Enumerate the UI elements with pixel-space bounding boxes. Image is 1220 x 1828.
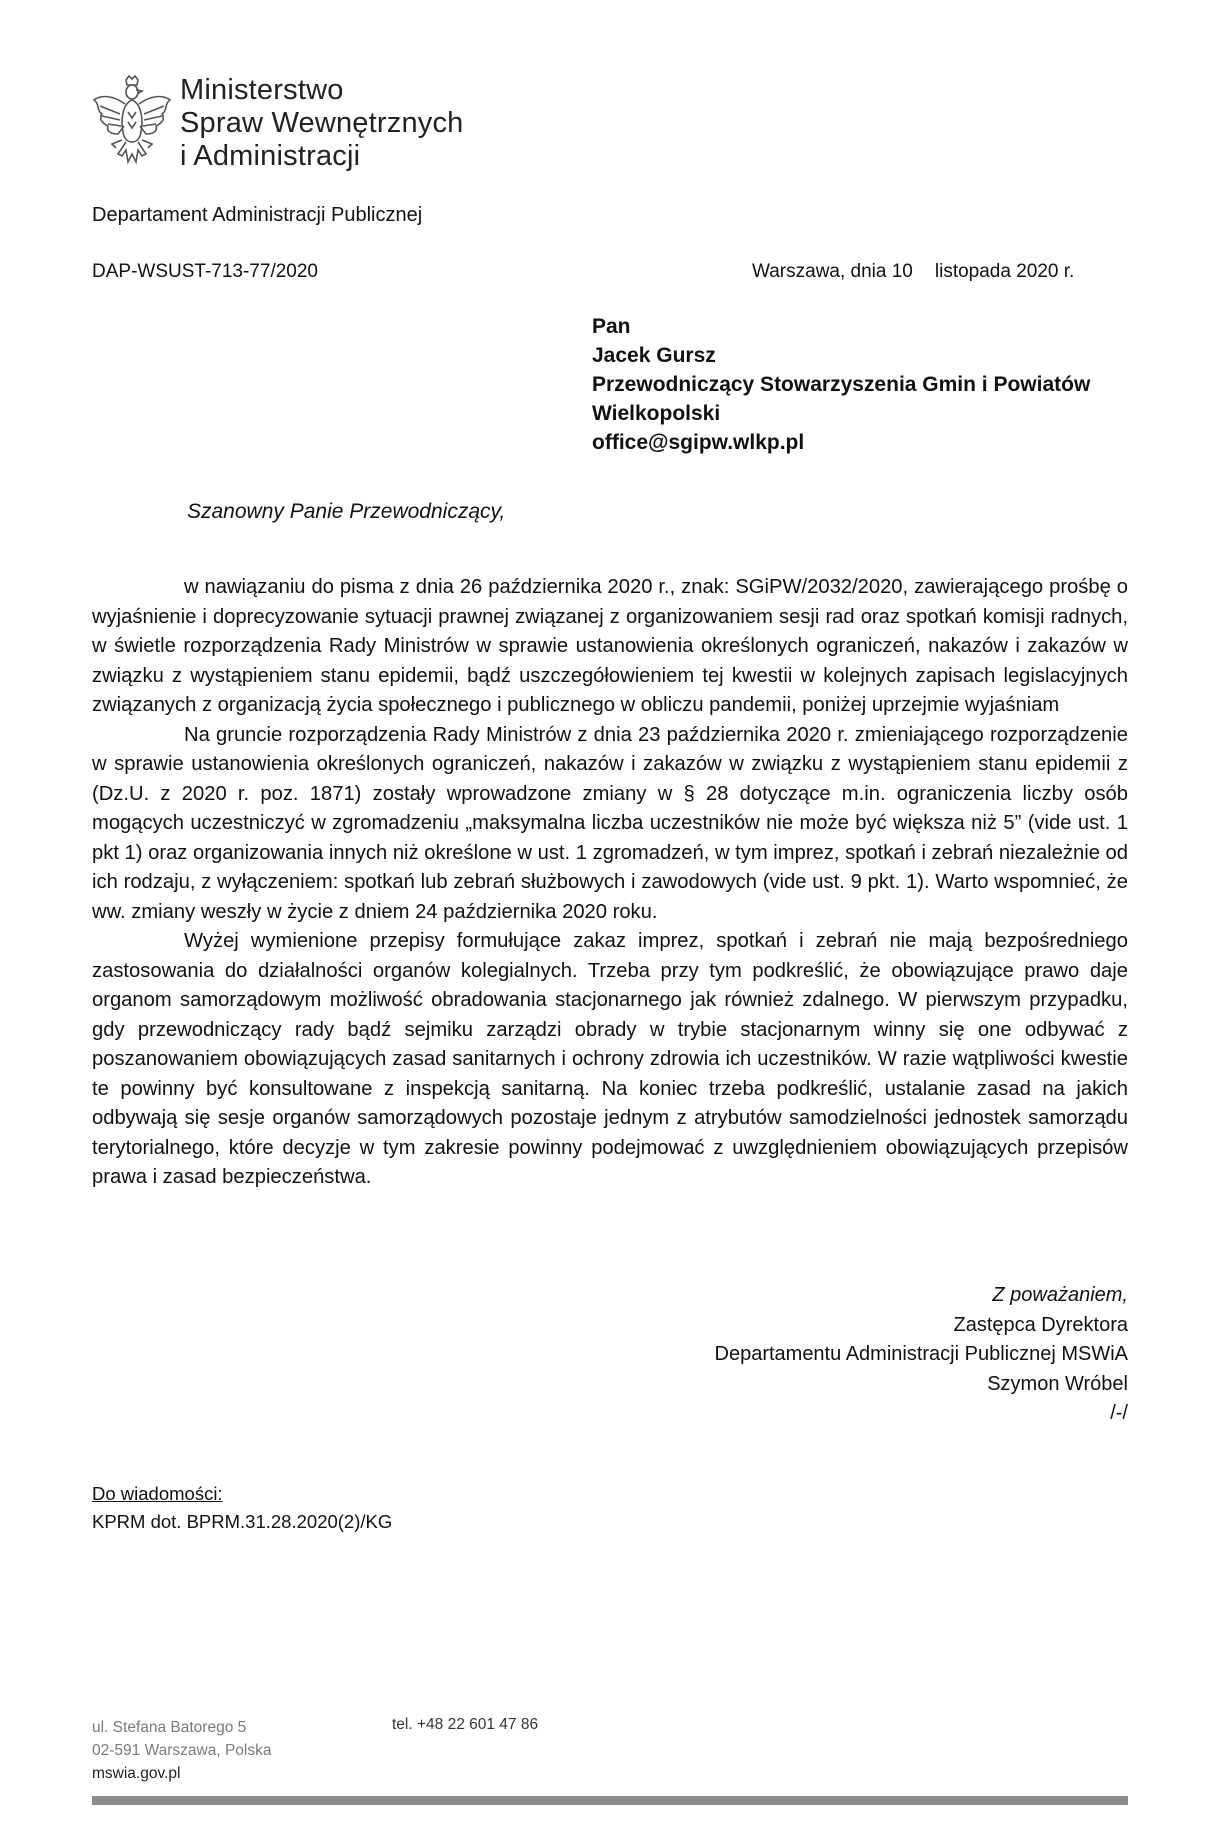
closing-greeting: Z poważaniem, — [992, 1284, 1128, 1306]
addressee-position: Przewodniczący Stowarzyszenia Gmin i Powiatów — [592, 373, 1091, 396]
body-paragraph-2: Na gruncie rozporządzenia Rady Ministrów z dnia 23 października 2020 r. zmieniającego rozporządzenie w sprawie ustanowienia określonych ograniczeń, nakazów i zakazów w związku z wystąpieniem stanu epidemii z (Dz.U. z 2020 r. poz. 1871) zostały wprowadzone zmiany w § 28 dotyczące m.in. ograniczenia liczby osób mogących uczestniczyć w zgromadzeniu „maksymalna liczba uczestników nie może być większa niż 5” (vide ust. 1 pkt 1) oraz organizowania innych niż określone w ust. 1 zgromadzeń, w tym imprez, spotkań i zebrań niezależnie od ich rodzaju, z wyłączeniem: spotkań lub zebrań służbowych i zawodowych (vide ust. 9 pkt. 1). Warto wspomnieć, że ww. zmiany weszły w życie z dniem 24 października 2020 roku. — [92, 723, 1128, 923]
signature-mark: /-/ — [1110, 1402, 1128, 1424]
date-prefix: Warszawa, dnia 10 — [752, 261, 913, 282]
eagle-emblem-icon — [92, 74, 172, 170]
footer-divider — [92, 1796, 1128, 1805]
logo-line-1: Ministerstwo — [180, 74, 344, 106]
footer-address — [92, 1716, 271, 1785]
signer-name: Szymon Wróbel — [987, 1372, 1128, 1395]
cc-block — [92, 1480, 392, 1536]
signer-unit: Departamentu Administracji Publicznej MSWiA — [714, 1343, 1128, 1365]
body-paragraph-1: w nawiązaniu do pisma z dnia 26 października 2020 r., znak: SGiPW/2032/2020, zawierającego prośbę o wyjaśnienie i doprecyzowanie sytuacji prawnej związanej z organizowaniem sesji rad oraz spotkań komisji radnych, w świetle rozporządzenia Rady Ministrów w sprawie ustanowienia określonych ograniczeń, nakazów i zakazów w związku z wystąpieniem stanu epidemii, bądź uszczegółowieniem tej kwestii w kolejnych zapisach legislacyjnych związanych z organizacją życia społecznego i publicznego w obliczu pandemii, poniżej uprzejmie wyjaśniam — [92, 576, 1128, 716]
letter-date — [752, 261, 1074, 283]
logo-line-2: Spraw Wewnętrznych — [180, 107, 464, 139]
letter-body — [92, 573, 1128, 1193]
ministry-logo — [92, 74, 522, 174]
footer-phone: tel. +48 22 601 47 86 — [392, 1716, 539, 1733]
date-suffix: listopada 2020 r. — [934, 261, 1075, 282]
signature-block — [715, 1281, 1129, 1429]
footer-website: mswia.gov.pl — [92, 1765, 181, 1782]
signer-role: Zastępca Dyrektora — [953, 1313, 1128, 1336]
addressee-email: office@sgipw.wlkp.pl — [592, 431, 805, 454]
footer-city: 02-591 Warszawa, Polska — [92, 1742, 272, 1759]
addressee-title: Pan — [592, 315, 631, 338]
cc-title: Do wiadomości: — [92, 1483, 223, 1504]
footer-street: ul. Stefana Batorego 5 — [92, 1719, 247, 1736]
reference-number: DAP-WSUST-713-77/2020 — [92, 261, 318, 282]
addressee-block — [592, 312, 1090, 457]
logo-line-3: i Administracji — [180, 140, 361, 172]
cc-entry: KPRM dot. BPRM.31.28.2020(2)/KG — [92, 1511, 393, 1532]
body-paragraph-3: Wyżej wymienione przepisy formułujące zakaz imprez, spotkań i zebrań nie mają bezpośredniego zastosowania do działalności organów kolegialnych. Trzeba przy tym podkreślić, że obowiązujące prawo daje organom samorządowym możliwość obradowania stacjonarnego jak również zdalnego. W pierwszym przypadku, gdy przewodniczący rady bądź sejmiku zarządzi obrady w trybie stacjonarnym winny się one odbywać z poszanowaniem obowiązujących zasad sanitarnych i ochrony zdrowia ich uczestników. W razie wątpliwości kwestie te powinny być konsultowane z inspekcją sanitarną. Na koniec trzeba podkreślić, ustalanie zasad na jakich odbywają się sesje organów samorządowych pozostaje jednym z atrybutów samodzielności jednostek samorządu terytorialnego, które decyzje w tym zakresie powinny podejmować z uwzględnieniem obowiązujących przepisów prawa i zasad bezpieczeństwa. — [92, 930, 1128, 1188]
addressee-name: Jacek Gursz — [592, 344, 716, 367]
addressee-region: Wielkopolski — [592, 402, 721, 425]
ministry-name — [180, 74, 464, 173]
salutation: Szanowny Panie Przewodniczący, — [187, 500, 506, 523]
department-name: Departament Administracji Publicznej — [92, 204, 423, 226]
